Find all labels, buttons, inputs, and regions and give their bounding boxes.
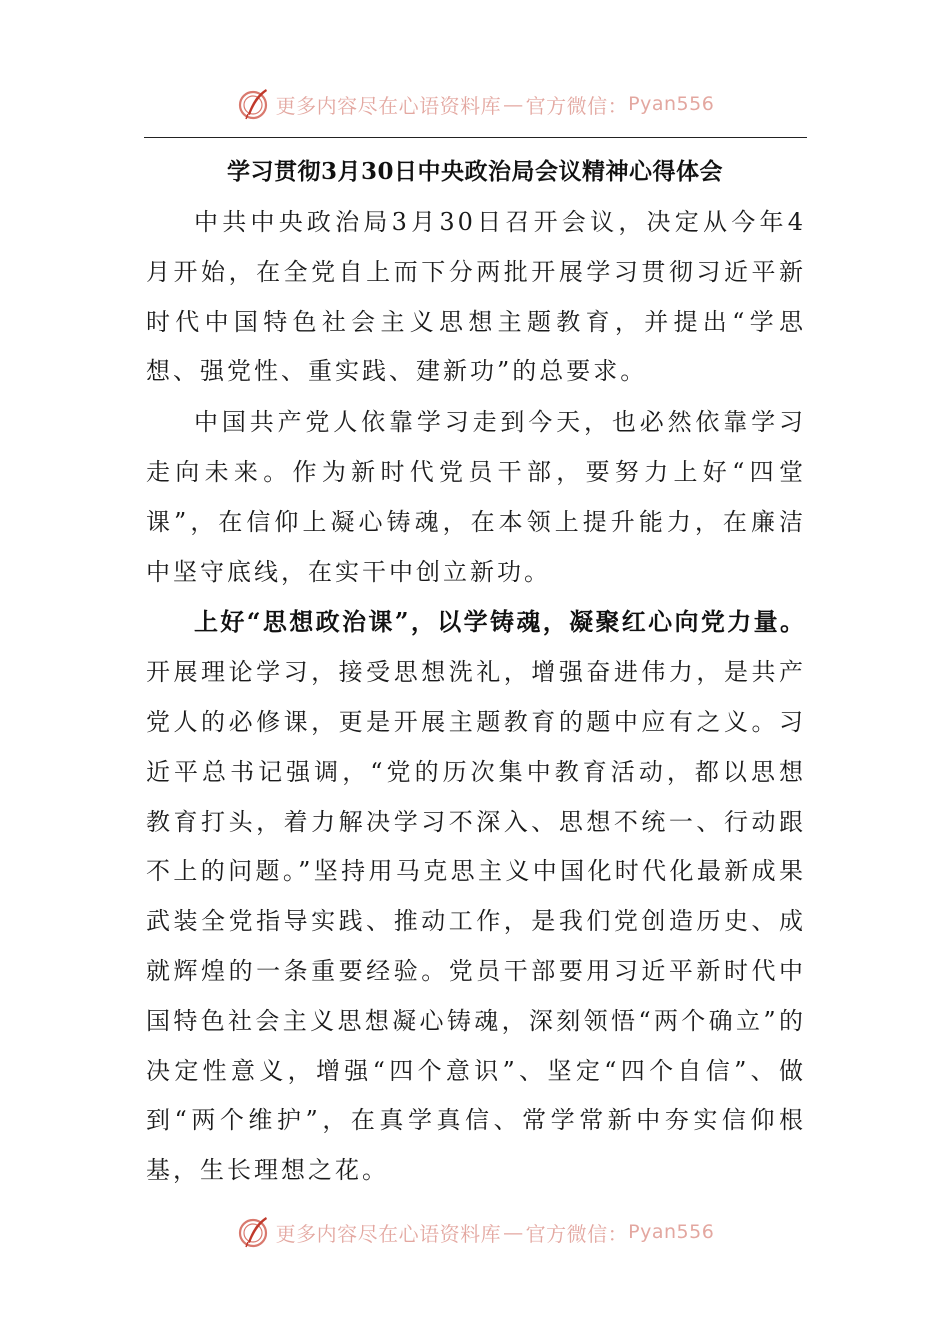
quill-logo-icon <box>236 86 272 122</box>
header-divider <box>144 137 807 138</box>
quill-logo-icon <box>236 1214 272 1250</box>
paragraph-lead-heading: 上好“思想政治课”，以学铸魂，凝聚红心向党力量。 <box>194 607 806 637</box>
header-watermark-banner <box>0 84 950 124</box>
document-title: 学习贯彻3月30日中央政治局会议精神心得体会 <box>226 158 723 185</box>
banner-dash: — <box>503 1220 524 1244</box>
paragraph-text: 中国共产党人依靠学习走到今天，也必然依靠学习走向未来。作为新时代党员干部，要努力上好“四堂课”，在信仰上凝心铸魂，在本领上提升能力，在廉洁中坚守底线，在实干中创立新功。 <box>146 408 806 586</box>
body-paragraph <box>146 197 806 397</box>
banner-wechat-id: Pyan556 <box>628 1221 715 1243</box>
body-paragraph <box>146 597 806 1196</box>
body-paragraph <box>146 397 806 597</box>
paragraph-text: 中共中央政治局3月30日召开会议，决定从今年4月开始，在全党自上而下分两批开展学习贯彻习近平新时代中国特色社会主义思想主题教育，并提出“学思想、强党性、重实践、建新功”的总要求。 <box>146 208 806 386</box>
paragraph-text: 开展理论学习，接受思想洗礼，增强奋进伟力，是共产党人的必修课，更是开展主题教育的题中应有之义。习近平总书记强调，“党的历次集中教育活动，都以思想教育打头，着力解决学习不深入、思想不统一、行动跟不上的问题。”坚持用马克思主义中国化时代化最新成果武装全党指导实践、推动工作，是我们党创造历史、成就辉煌的一条重要经验。党员干部要用习近平新时代中国特色社会主义思想凝心铸魂，深刻领悟“两个确立”的决定性意义，增强“四个意识”、坚定“四个自信”、做到“两个维护”，在真学真信、常学常新中夯实信仰根基，生长理想之花。 <box>146 658 806 1185</box>
banner-dash: — <box>503 92 524 116</box>
banner-brand-text: 更多内容尽在心语资料库 <box>275 93 502 118</box>
banner-wechat-label: 官方微信： <box>525 1221 629 1246</box>
document-body <box>146 197 806 1196</box>
footer-watermark-banner <box>0 1212 950 1252</box>
banner-wechat-label: 官方微信： <box>525 93 629 118</box>
banner-wechat-id: Pyan556 <box>628 93 715 115</box>
banner-brand-text: 更多内容尽在心语资料库 <box>275 1221 502 1246</box>
